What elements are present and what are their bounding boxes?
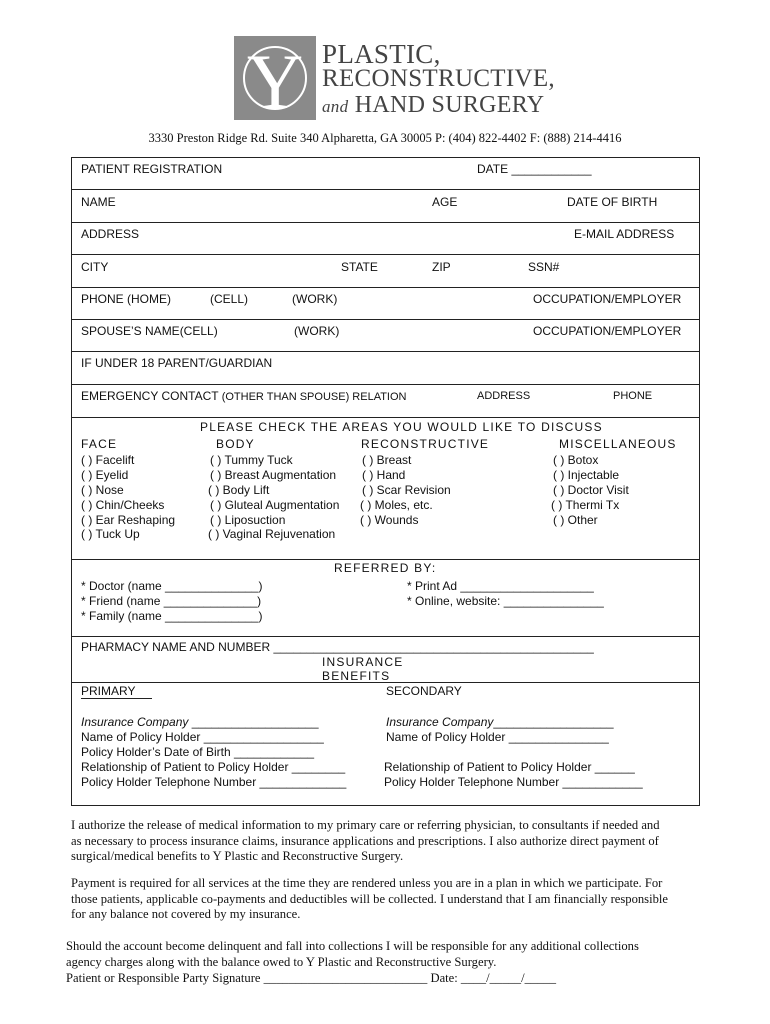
checkbox-breast-augmentation[interactable]: ( ) Breast Augmentation xyxy=(210,468,337,482)
checkbox-moles[interactable]: ( ) Moles, etc. xyxy=(360,498,433,512)
primary-relationship-field[interactable]: Relationship of Patient to Policy Holder ________ xyxy=(81,760,346,774)
email-field[interactable]: E-MAIL ADDRESS xyxy=(574,227,675,241)
referred-doctor-field[interactable]: * Doctor (name ______________) xyxy=(81,579,263,593)
authorization-paragraph: I authorize the release of medical information to my primary care or referring physician, to consultants if needed and as necessary to process insurance claims, insurance applications and prescriptions. I also authorize direct payment of surgical/medical benefits to Y Plastic and Reconstructive Surgery. xyxy=(71,818,660,863)
checkbox-liposuction[interactable]: ( ) Liposuction xyxy=(210,513,286,527)
logo-hand-surgery: HAND SURGERY xyxy=(354,92,545,118)
primary-label: PRIMARY xyxy=(81,684,136,698)
primary-phone-field[interactable]: Policy Holder Telephone Number _____________ xyxy=(81,775,347,789)
primary-company-label: Insurance Company xyxy=(81,715,189,729)
emergency-contact-field[interactable] xyxy=(81,389,407,404)
secondary-company-label: Insurance Company xyxy=(386,715,494,729)
secondary-relationship-field[interactable]: Relationship of Patient to Policy Holder ______ xyxy=(384,760,635,774)
spouse-name-field[interactable]: SPOUSE’S NAME(CELL) xyxy=(81,324,218,338)
checkbox-doctor-visit[interactable]: ( ) Doctor Visit xyxy=(553,483,629,497)
primary-company-field[interactable] xyxy=(81,715,319,729)
logo-letter: Y xyxy=(246,38,304,120)
form-title: PATIENT REGISTRATION xyxy=(81,162,223,176)
referred-print-ad-field[interactable]: * Print Ad ____________________ xyxy=(407,579,594,593)
checkbox-chin-cheeks[interactable]: ( ) Chin/Cheeks xyxy=(81,498,165,512)
zip-field[interactable]: ZIP xyxy=(432,260,451,274)
emergency-label: EMERGENCY CONTACT xyxy=(81,389,219,403)
checkbox-gluteal-augmentation[interactable]: ( ) Gluteal Augmentation xyxy=(210,498,340,512)
referred-online-field[interactable]: * Online, website: _______________ xyxy=(407,594,604,608)
logo-line-2: RECONSTRUCTIVE, xyxy=(322,65,555,92)
primary-heading xyxy=(81,684,135,698)
ssn-field[interactable]: SSN# xyxy=(528,260,560,274)
primary-holder-dob-field[interactable]: Policy Holder’s Date of Birth ____________ xyxy=(81,745,315,759)
date-field[interactable]: DATE ____________ xyxy=(477,162,592,176)
logo-line-1: PLASTIC, xyxy=(322,39,441,69)
dob-field[interactable]: DATE OF BIRTH xyxy=(567,195,658,209)
secondary-company-field[interactable] xyxy=(386,715,614,729)
primary-company-blank: ___________________ xyxy=(188,715,319,729)
name-field[interactable]: NAME xyxy=(81,195,116,209)
referred-family-field[interactable]: * Family (name ______________) xyxy=(81,609,263,623)
phone-work-field[interactable]: (WORK) xyxy=(292,292,338,306)
address-field[interactable]: ADDRESS xyxy=(81,227,140,241)
pharmacy-field[interactable]: PHARMACY NAME AND NUMBER ________________________________________________ xyxy=(81,640,594,654)
insurance-title: INSURANCE xyxy=(322,655,404,669)
payment-paragraph: Payment is required for all services at the time they are rendered unless you are in a plan in which we participate. For those patients, applicable co-payments and deductibles will be collected. I understand that I am financially responsible for any balance not covered by my insurance. xyxy=(71,876,668,921)
benefits-title: BENEFITS xyxy=(322,669,391,683)
phone-cell-field[interactable]: (CELL) xyxy=(210,292,249,306)
city-field[interactable]: CITY xyxy=(81,260,109,274)
areas-title: PLEASE CHECK THE AREAS YOU WOULD LIKE TO DISCUSS xyxy=(200,420,603,434)
checkbox-breast[interactable]: ( ) Breast xyxy=(362,453,412,467)
miscellaneous-heading: MISCELLANEOUS xyxy=(559,437,677,451)
referred-title: REFERRED BY: xyxy=(334,561,437,575)
state-field[interactable]: STATE xyxy=(341,260,378,274)
clinic-address: 3330 Preston Ridge Rd. Suite 340 Alpharetta, GA 30005 P: (404) 822-4402 F: (888) 214-4416 xyxy=(148,131,622,145)
occupation-field[interactable]: OCCUPATION/EMPLOYER xyxy=(533,292,682,306)
checkbox-injectable[interactable]: ( ) Injectable xyxy=(553,468,620,482)
logo-mark xyxy=(234,36,316,120)
checkbox-thermi-tx[interactable]: ( ) Thermi Tx xyxy=(551,498,620,512)
reconstructive-heading: RECONSTRUCTIVE xyxy=(361,437,490,451)
emergency-phone-field[interactable]: PHONE xyxy=(613,390,653,402)
checkbox-tummy-tuck[interactable]: ( ) Tummy Tuck xyxy=(210,453,293,467)
checkbox-botox[interactable]: ( ) Botox xyxy=(553,453,599,467)
signature-line[interactable]: Patient or Responsible Party Signature __________________________ Date: ____/_____/_____ xyxy=(66,971,557,985)
checkbox-facelift[interactable]: ( ) Facelift xyxy=(81,453,135,467)
spouse-occupation-field[interactable]: OCCUPATION/EMPLOYER xyxy=(533,324,682,338)
emergency-note: (OTHER THAN SPOUSE) RELATION xyxy=(221,391,407,403)
secondary-holder-field[interactable]: Name of Policy Holder _______________ xyxy=(386,730,609,744)
body-heading: BODY xyxy=(216,437,255,451)
secondary-company-blank: __________________ xyxy=(493,715,614,729)
checkbox-eyelid[interactable]: ( ) Eyelid xyxy=(81,468,129,482)
emergency-address-field[interactable]: ADDRESS xyxy=(477,390,531,402)
checkbox-nose[interactable]: ( ) Nose xyxy=(81,483,124,497)
checkbox-ear-reshaping[interactable]: ( ) Ear Reshaping xyxy=(81,513,176,527)
face-heading: FACE xyxy=(81,437,118,451)
logo-line-3 xyxy=(322,92,544,120)
logo xyxy=(234,36,316,120)
age-field[interactable]: AGE xyxy=(432,195,458,209)
checkbox-vaginal-rejuvenation[interactable]: ( ) Vaginal Rejuvenation xyxy=(208,527,336,541)
spouse-work-field[interactable]: (WORK) xyxy=(294,324,340,338)
collections-paragraph: Should the account become delinquent and fall into collections I will be responsible for any additional collections agency charges along with the balance owed to Y Plastic and Reconstructive Surgery. xyxy=(66,939,639,969)
logo-and: and xyxy=(322,97,349,116)
primary-holder-field[interactable]: Name of Policy Holder __________________ xyxy=(81,730,324,744)
checkbox-wounds[interactable]: ( ) Wounds xyxy=(360,513,419,527)
checkbox-scar-revision[interactable]: ( ) Scar Revision xyxy=(362,483,451,497)
phone-home-field[interactable]: PHONE (HOME) xyxy=(81,292,171,306)
checkbox-other[interactable]: ( ) Other xyxy=(553,513,598,527)
checkbox-hand[interactable]: ( ) Hand xyxy=(362,468,406,482)
secondary-heading: SECONDARY xyxy=(386,684,462,698)
guardian-field[interactable]: IF UNDER 18 PARENT/GUARDIAN xyxy=(81,356,273,370)
secondary-phone-field[interactable]: Policy Holder Telephone Number ____________ xyxy=(384,775,643,789)
checkbox-tuck-up[interactable]: ( ) Tuck Up xyxy=(81,527,140,541)
checkbox-body-lift[interactable]: ( ) Body Lift xyxy=(208,483,270,497)
referred-friend-field[interactable]: * Friend (name ______________) xyxy=(81,594,262,608)
